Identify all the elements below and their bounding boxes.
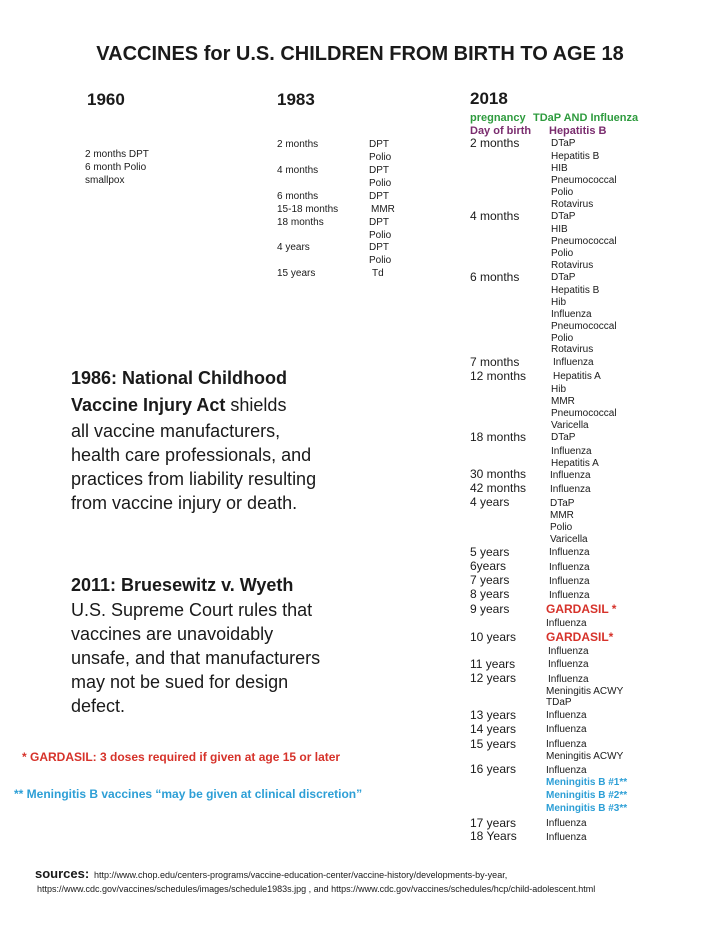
age-1983: 4 years xyxy=(277,242,310,253)
vaccine-2018: DTaP xyxy=(550,498,575,509)
vaccine-2018: Pneumococcal xyxy=(551,236,617,247)
vaccine-2018: Influenza xyxy=(551,446,592,457)
vaccine-1983: Polio xyxy=(369,178,392,189)
vaccine-2018: Polio xyxy=(551,187,574,198)
vaccine-2018: Influenza xyxy=(548,646,589,657)
vaccine-2018: Influenza xyxy=(549,562,590,573)
row-1960: 2 months DPT xyxy=(85,149,149,160)
heading-1983: 1983 xyxy=(277,90,315,109)
vaccine-1983: Polio xyxy=(369,152,392,163)
vaccine-2018: MMR xyxy=(550,510,574,521)
vaccine-2018: Polio xyxy=(551,333,574,344)
gardasil-footnote: * GARDASIL: 3 doses required if given at age 15 or later xyxy=(22,750,341,764)
age-1983: 15-18 months xyxy=(277,204,339,215)
vaccine-2018-meningitis-b: Meningitis B #1** xyxy=(546,777,628,788)
age-2018: 18 Years xyxy=(470,829,517,843)
age-2018: 6 months xyxy=(470,270,520,284)
heading-1960: 1960 xyxy=(87,90,125,109)
vaccine-1983: DPT xyxy=(369,191,389,202)
age-2018: 12 months xyxy=(470,369,527,383)
source-link: http://www.chop.edu/centers-programs/vaccine-education-center/vaccine-history/developments-by-year, xyxy=(94,870,508,880)
age-2018: 10 years xyxy=(470,630,517,644)
vaccine-2018: Influenza xyxy=(548,674,589,685)
age-2018: 7 months xyxy=(470,355,520,369)
vaccine-2018: Rotavirus xyxy=(551,260,594,271)
vaccine-2018: Influenza xyxy=(550,484,591,495)
vaccine-2018: Varicella xyxy=(550,534,588,545)
vaccine-2018: Hepatitis B xyxy=(551,285,600,296)
vaccine-2018: Rotavirus xyxy=(551,344,594,355)
vaccine-2018: Influenza xyxy=(546,765,587,776)
age-2018: 13 years xyxy=(470,708,517,722)
vaccine-2018: TDaP xyxy=(546,697,572,708)
act-1986-text: practices from liability resulting xyxy=(71,469,317,489)
age-2018: 14 years xyxy=(470,722,517,736)
vaccine-1983: MMR xyxy=(371,204,395,215)
vaccine-2018: Influenza xyxy=(549,590,590,601)
vaccine-2018: Influenza xyxy=(546,618,587,629)
age-2018: 15 years xyxy=(470,737,517,751)
vaccine-1983: DPT xyxy=(369,217,389,228)
vaccine-2018: DTaP xyxy=(551,272,576,283)
vaccine-2018-meningitis-b: Meningitis B #2** xyxy=(546,790,628,801)
age-2018: 2 months xyxy=(470,136,520,150)
case-2011-text: vaccines are unavoidably xyxy=(71,624,274,644)
age-2018: 16 years xyxy=(470,762,517,776)
vaccine-2018: Influenza xyxy=(551,309,592,320)
vaccine-1983: DPT xyxy=(369,165,389,176)
row-1960: 6 month Polio xyxy=(85,162,147,173)
age-2018: 9 years xyxy=(470,602,510,616)
heading-2018: 2018 xyxy=(470,89,508,108)
vaccine-2018: Rotavirus xyxy=(551,199,594,210)
age-2018: 8 years xyxy=(470,587,510,601)
vaccine-2018: Influenza xyxy=(549,547,590,558)
vaccine-2018: DTaP xyxy=(551,138,576,149)
vaccine-2018: Influenza xyxy=(550,470,591,481)
act-1986-line xyxy=(71,393,286,418)
act-1986-text: all vaccine manufacturers, xyxy=(71,421,281,441)
meningitis-footnote: ** Meningitis B vaccines “may be given at clinical discretion” xyxy=(14,787,363,801)
vaccine-2018: Hepatitis B xyxy=(551,151,600,162)
vaccine-2018: Pneumococcal xyxy=(551,175,617,186)
age-2018: 18 months xyxy=(470,430,527,444)
row-1960: smallpox xyxy=(85,175,125,186)
vaccine-2018: HIB xyxy=(551,163,568,174)
vaccine-2018: Hib xyxy=(551,384,567,395)
vaccine-1983: DPT xyxy=(369,139,389,150)
vaccine-2018: Hepatitis A xyxy=(553,371,601,382)
vaccine-2018: Polio xyxy=(550,522,573,533)
pregnancy-vaccines: TDaP AND Influenza xyxy=(533,112,639,124)
vaccine-2018: Influenza xyxy=(546,818,587,829)
act-1986-name: Vaccine Injury Act xyxy=(71,395,226,415)
age-2018: 5 years xyxy=(470,545,510,559)
vaccine-2018: Influenza xyxy=(546,724,587,735)
birth-label: Day of birth xyxy=(470,125,532,137)
vaccine-2018: Influenza xyxy=(549,576,590,587)
vaccine-1983: Td xyxy=(372,268,384,279)
age-2018: 6years xyxy=(470,559,507,573)
vaccine-2018: Influenza xyxy=(546,832,587,843)
age-2018: 4 years xyxy=(470,495,510,509)
vaccine-2018: Varicella xyxy=(551,420,589,431)
source-link: https://www.cdc.gov/vaccines/schedules/images/schedule1983s.jpg , and https://www.cdc.gov/vaccines/schedules/hcp/child-adolescent.html xyxy=(37,884,596,894)
age-2018: 42 months xyxy=(470,481,527,495)
birth-vaccine: Hepatitis B xyxy=(549,125,607,137)
vaccine-2018: Pneumococcal xyxy=(551,408,617,419)
act-1986-heading: 1986: National Childhood xyxy=(71,368,288,388)
age-1983: 6 months xyxy=(277,191,319,202)
vaccine-2018: DTaP xyxy=(551,432,576,443)
vaccine-2018: Hepatitis A xyxy=(551,458,599,469)
vaccine-2018-gardasil: GARDASIL * xyxy=(546,602,617,616)
case-2011-text: defect. xyxy=(71,696,126,716)
case-2011-text: unsafe, and that manufacturers xyxy=(71,648,321,668)
age-2018: 12 years xyxy=(470,671,517,685)
vaccine-2018: Meningitis ACWY xyxy=(546,751,624,762)
act-1986-text: health care professionals, and xyxy=(71,445,312,465)
vaccine-2018: Influenza xyxy=(553,357,594,368)
age-1983: 4 months xyxy=(277,165,319,176)
vaccine-2018: Influenza xyxy=(546,710,587,721)
vaccine-2018: MMR xyxy=(551,396,575,407)
sources-label: sources: xyxy=(35,866,90,881)
age-2018: 30 months xyxy=(470,467,527,481)
age-1983: 2 months xyxy=(277,139,319,150)
vaccine-2018: Hib xyxy=(551,297,567,308)
vaccine-1983: Polio xyxy=(369,230,392,241)
case-2011-text: U.S. Supreme Court rules that xyxy=(71,600,313,620)
age-2018: 7 years xyxy=(470,573,510,587)
age-1983: 15 years xyxy=(277,268,316,279)
vaccine-2018: Influenza xyxy=(546,739,587,750)
vaccine-2018: Polio xyxy=(551,248,574,259)
vaccine-2018: HIB xyxy=(551,224,568,235)
case-2011-heading: 2011: Bruesewitz v. Wyeth xyxy=(71,575,294,595)
vaccine-2018: Influenza xyxy=(548,659,589,670)
page-title: VACCINES for U.S. CHILDREN FROM BIRTH TO AGE 18 xyxy=(96,43,624,65)
age-2018: 17 years xyxy=(470,816,517,830)
vaccine-1983: Polio xyxy=(369,255,392,266)
vaccine-2018: Pneumococcal xyxy=(551,321,617,332)
act-1986-text: shields xyxy=(225,395,287,415)
case-2011-text: may not be sued for design xyxy=(71,672,289,692)
pregnancy-label: pregnancy xyxy=(470,112,526,124)
vaccine-2018-meningitis-b: Meningitis B #3** xyxy=(546,803,628,814)
vaccine-2018: Meningitis ACWY xyxy=(546,686,624,697)
vaccine-1983: DPT xyxy=(369,242,389,253)
age-1983: 18 months xyxy=(277,217,324,228)
vaccine-2018: DTaP xyxy=(551,211,576,222)
act-1986-text: from vaccine injury or death. xyxy=(71,493,298,513)
age-2018: 11 years xyxy=(470,657,516,671)
age-2018: 4 months xyxy=(470,209,520,223)
vaccine-2018-gardasil: GARDASIL* xyxy=(546,630,614,644)
